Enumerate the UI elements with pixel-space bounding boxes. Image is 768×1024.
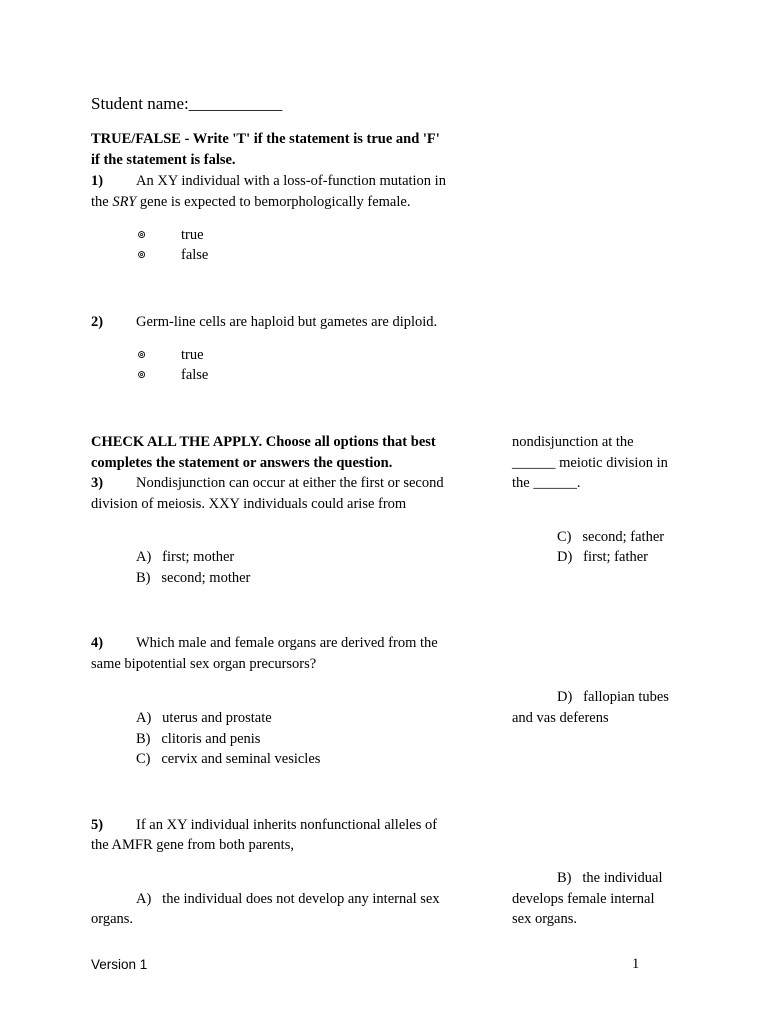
q4-option-c[interactable]: C) cervix and seminal vesicles [136,751,321,767]
q3-option-b[interactable]: B) second; mother [136,570,251,586]
radio-icon[interactable]: ⊚ [137,349,147,361]
question-5-line1 [91,815,437,836]
question-4-line2: same bipotential sex organ precursors? [91,656,317,672]
question-text: Which male and female organs are derived from the [136,635,438,651]
radio-icon[interactable]: ⊚ [137,229,147,241]
question-4-line1 [91,633,438,654]
question-number: 5) [91,817,104,833]
question-text: Nondisjunction can occur at either the first or second [136,475,444,491]
question-number: 2) [91,314,104,330]
ca-instruction-line2: completes the statement or answers the question. [91,455,393,471]
tf-instruction-line2: if the statement is false. [91,152,236,168]
q4-option-a[interactable]: A) uterus and prostate [136,710,272,726]
question-number: 4) [91,635,104,651]
radio-icon[interactable]: ⊚ [137,369,147,381]
radio-icon[interactable]: ⊚ [137,249,147,261]
option-label: true [181,227,204,243]
tf-instruction-line1: TRUE/FALSE - Write 'T' if the statement is true and 'F' [91,131,440,147]
question-3-continuation-3: the ______. [512,475,581,491]
question-3-line2: division of meiosis. XXY individuals could arise from [91,496,407,512]
q4-option-d-continued: and vas deferens [512,710,609,726]
question-text: An XY individual with a loss-of-function mutation in [136,173,446,189]
q3-option-c[interactable]: C) second; father [557,529,665,545]
question-number: 1) [91,173,104,189]
q5-option-b-continued: sex organs. [512,911,577,927]
gene-name: SRY [112,194,137,210]
question-number: 3) [91,475,104,491]
q4-option-b[interactable]: B) clitoris and penis [136,731,261,747]
q5-option-b[interactable]: B) the individual [557,870,663,886]
question-text: the [91,194,113,210]
option-label: true [181,347,204,363]
q5-option-a-continued: organs. [91,911,134,927]
question-text: If an XY individual inherits nonfunctional alleles of [136,817,438,833]
question-text: gene is expected to bemorphologically female. [136,194,411,210]
option-label: false [181,247,209,263]
student-name-field: Student name:___________ [91,94,283,113]
footer-version: Version 1 [91,957,148,972]
q5-option-b-continued: develops female internal [512,891,655,907]
page-number: 1 [632,956,640,972]
ca-instruction-line1: CHECK ALL THE APPLY. Choose all options that best [91,434,436,450]
q3-option-a[interactable]: A) first; mother [136,549,235,565]
q5-option-a[interactable]: A) the individual does not develop any internal sex [136,891,440,907]
question-3-line1 [91,473,444,494]
question-1-line1 [91,171,446,192]
question-3-continuation-1: nondisjunction at the [512,434,634,450]
question-3-continuation-2: ______ meiotic division in [512,455,668,471]
question-2 [91,312,437,333]
option-label: false [181,367,209,383]
q4-option-d[interactable]: D) fallopian tubes [557,689,669,705]
question-1-line2 [91,192,410,213]
q3-option-d[interactable]: D) first; father [557,549,648,565]
question-5-line2: the AMFR gene from both parents, [91,837,294,853]
question-text: Germ-line cells are haploid but gametes are diploid. [136,314,438,330]
